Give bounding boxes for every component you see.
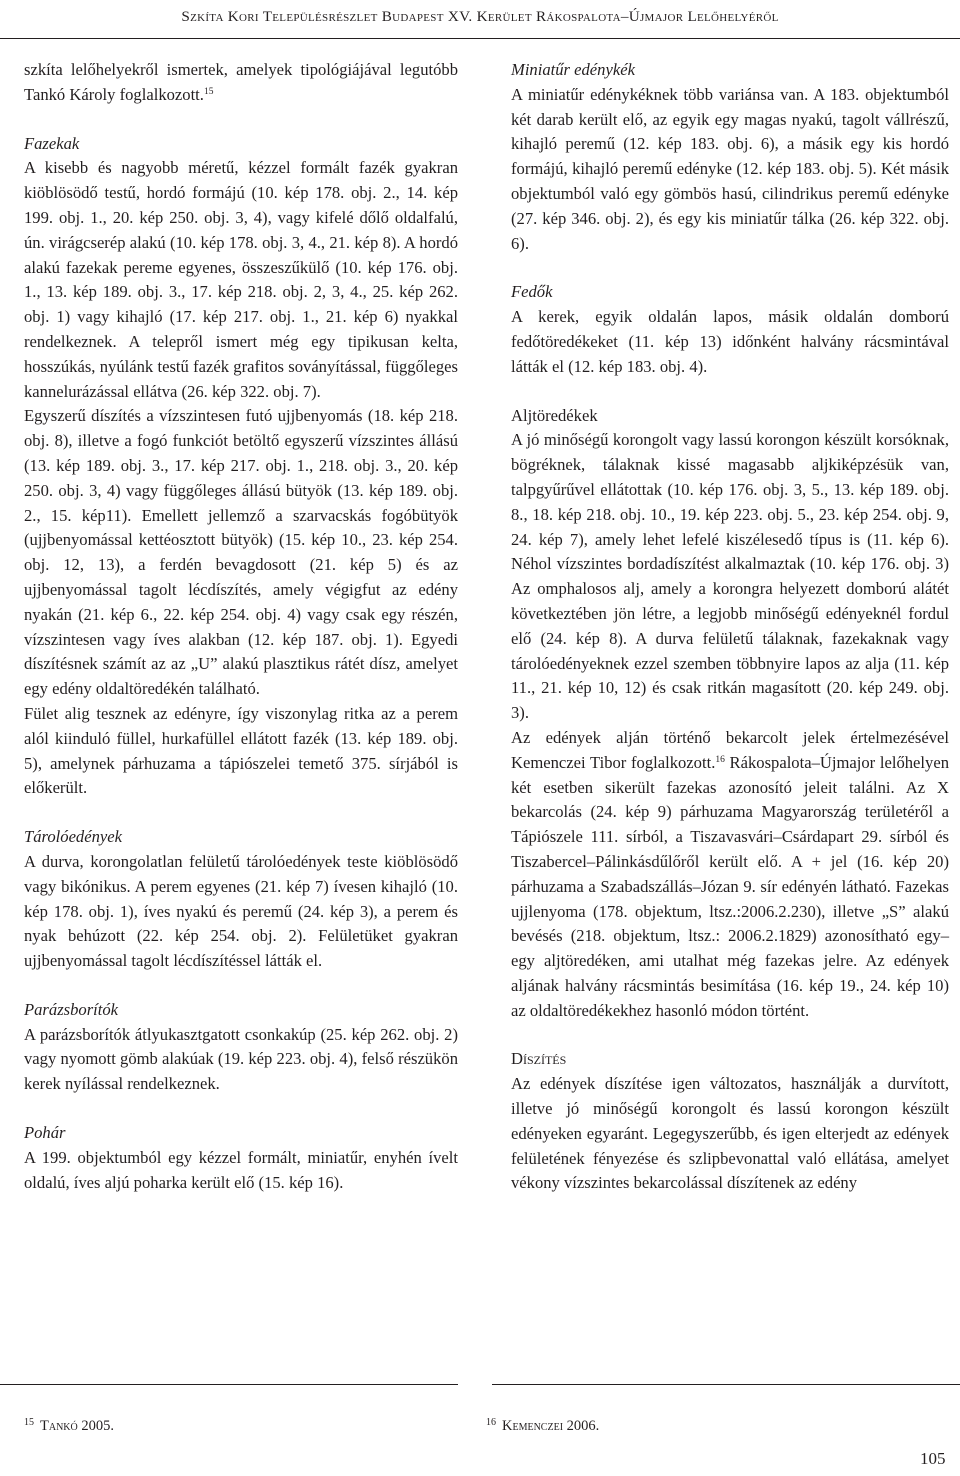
footnote-text: Kemenczei 2006. (502, 1418, 600, 1434)
paragraph-fedok: A kerek, egyik oldalán lapos, másik oldalán domború fedőtöredékeket (11. kép 13) időnként halvány rácsmintával látták el (12. kép 183. obj. 4). (511, 307, 949, 376)
intro-text: szkíta lelőhelyekről ismertek, amelyek tipológiájával legutóbb Tankó Károly foglalkozott. (24, 60, 458, 104)
paragraph-bekarcolt (511, 726, 949, 1024)
paragraph-parazsboritok: A parázsborítók átlyukasztgatott csonkakúp (25. kép 262. obj. 2) vagy nyomott gömb alakúak (19. kép 223. obj. 4), felső részükön kerek nyílással rendelkeznek. (24, 1024, 458, 1094)
footnote-text: Tankó 2005. (40, 1418, 114, 1434)
subheading-aljtoredekek: Aljtöredékek (511, 405, 598, 425)
subheading-parazsboritok: Parázsborítók (24, 999, 119, 1019)
page-number: 105 (920, 1449, 946, 1468)
paragraph-diszites: Az edények díszítése igen változatos, használják a durvított, illetve jó minőségű korongolt és lassú korongon készült edényeken egyaránt. Legegyszerűbb, és igen elterjedt az edények felületének fényezése és szlipbevonattal való ellátása, amelyet vékony vízszintes bekarcolással díszítenek az edény (511, 1074, 949, 1193)
footnote-rule-right (492, 1384, 960, 1385)
subheading-taroloedenyek: Tárolóedények (24, 827, 122, 847)
bekarcolt-text-b: Rákospalota–Újmajor lelőhelyen két esetben sikerült fazekas azonosító jeleit találni. Az X bekarcolás (24. kép 9) párhuzama Magyarország területéről a Tápiószele 111. sírból, a Tiszavasvári–Csárdapart 29. sírból és Tiszabercel–Pálinkásdűlőről került elő. A + jel (16. kép 20) párhuzama a Szabadszállás–Józan 9. sír edényén látható. Fazekas ujjlenyoma (178. objektum, ltsz.:2006.2.230), illetve „S” alakú bevésés (218. objektum, ltsz.: 2006.2.1829) azonosítható egy–egy aljtöredéken, ami utalhat még fazekas jelre. Az edények aljának halvány rácsmintás besimítása (16. kép 19., 24. kép 10) az oldaltöredékekhez hasonló módon történt. (511, 752, 949, 1020)
paragraph-fazekak-1: A kisebb és nagyobb méretű, kézzel formált fazék gyakran kiöblösödő testű, hordó formájú (10. kép 178. obj. 2., 14. kép 199. obj. 1., 20. kép 250. obj. 3, 4), vagy kifelé dőlő oldalfalú, ún. virágcserép alakú (10. kép 178. obj. 3, 4., 21. kép 8). A hordó alakú fazekak pereme egyenes, összeszűkülő (10. kép 176. obj. 1., 13. kép 189. obj. 3., 17. kép 218. obj. 2, 3, 4., 25. kép 262. obj. 1) vagy kihajló (17. kép 217. obj. 1., 21. kép 6) nyakkal rendelkeznek. A telepről ismert még egy tipikusan kelta, hosszúkás, nyúlánk testű fazék grafitos soványítással, függőleges kannelurázással ellátva (26. kép 322. obj. 7). (24, 158, 458, 401)
footnote-15 (24, 1417, 114, 1435)
paragraph-fazekak-2: Egyszerű díszítés a vízszintesen futó ujjbenyomás (18. kép 218. obj. 8), illetve a fogó funkciót betöltő egyszerű vízszintes állású (13. kép 189. obj. 3., 17. kép 217. obj. 1., 218. obj. 3., 20. kép 250. obj. 3, 4) vagy függőleges állású bütyök (13. kép 189. obj. 2., 15. kép11). Emellett jellemző a szarvacskás fogóbütyök (ujjbenyomással kettéosztott bütyök) (15. kép 10., 23. kép 254. obj. 12, 13), a ferdén bevagdosott (21. kép 5) és az ujjbenyomással tagolt lécdíszítés, amely végigfut az edény nyakán (21. kép 6., 22. kép 254. obj. 4) vagy csak egy részén, vízszintesen vagy íves alakban (12. kép 187. obj. 1). Egyedi díszítésnek számít az az „U” alakú plasztikus rátét dísz, amelyet egy edény oldaltöredékén található. (24, 406, 458, 699)
right-column (511, 58, 949, 1196)
subheading-fazekak: Fazekak (24, 133, 80, 153)
subheading-diszites: Díszítés (511, 1049, 567, 1069)
footnote-ref-15[interactable]: 15 (203, 86, 214, 97)
subheading-fedok: Fedők (511, 282, 553, 302)
running-title: Szkíta Kori Településrészlet Budapest XV. Kerület Rákospalota–Újmajor Lelőhelyéről (181, 8, 779, 25)
paragraph-taroloedenyek: A durva, korongolatlan felületű tárolóedények teste kiöblösödő vagy bikónikus. A perem egyenes (21. kép 7) ívesen kihajló (10. kép 178. obj. 1), íves nyakú és peremű (24. kép 3), a perem és nyak behúzott (22. kép 254. obj. 2). Felületüket gyakran ujjbenyomással tagolt lécdíszítéssel látták el. (24, 851, 458, 971)
subheading-miniatur: Miniatűr edénykék (511, 60, 635, 79)
paragraph-intro (24, 58, 458, 108)
paragraph-miniatur: A miniatűr edénykéknek több variánsa van. A 183. objektumból két darab került elő, az egyik egy magas nyakú, tagolt vállrészű, kihajló peremű (12. kép 183. obj. 6), a másik egy kis hordó formájú, kihajló peremű edényke (12. kép 183. obj. 5). Két másik objektumból való egy gömbös hasú, cilindrikus peremű edényke (27. kép 346. obj. 2), és egy kis miniatűr tálka (26. kép 322. obj. 6). (511, 84, 949, 253)
header-rule (0, 38, 960, 39)
left-column (24, 58, 458, 1195)
paragraph-aljtoredekek: A jó minőségű korongolt vagy lassú korongon készült korsóknak, bögréknek, tálaknak kissé magasabb aljkiképzésük van, talpgyűrűvel ellátottak (10. kép 176. obj. 3, 5., 13. kép 189. obj. 8., 18. kép 218. obj. 10., 19. kép 223. obj. 5., 23. kép 254. obj. 9, 24. kép 7), amely lehet lefelé kiszélesedő típus is (11. kép 6). Néhol vízszintes bordadíszítést alkalmaztak (10. kép 176. obj. 3) Az omphalosos alj, amely a korongra helyezett domború alátét következtében jön létre, a legjobb minőségű edényeknél fordul elő (24. kép 8). A durva felületű tálaknak, fazekaknak vagy tárolóedényeknek ezzel szemben többnyire lapos az alja (11. kép 11., 21. kép 10, 12) és csak ritkán magasított (20. kép 249. obj. 3). (511, 430, 949, 723)
paragraph-pohar: A 199. objektumból egy kézzel formált, miniatűr, enyhén ívelt oldalú, íves aljú poharka került elő (15. kép 16). (24, 1147, 458, 1192)
paragraph-fazekak-3: Fület alig tesznek az edényre, így viszonylag ritka az a perem alól kiinduló füllel, hurkafüllel ellátott fazék (13. kép 189. obj. 5), amelynek párhuzama a tápiószelei temető 375. sírjából is előkerült. (24, 703, 458, 798)
footnote-16 (486, 1417, 599, 1435)
bekarcolt-text-a: Az edények alján történő bekarcolt jelek értelmezésével Kemenczei Tibor foglalkozott. (511, 727, 949, 772)
footnote-number: 15 (24, 1417, 34, 1428)
footnote-rule-left (0, 1384, 458, 1385)
footnote-number: 16 (486, 1417, 496, 1428)
subheading-pohar: Pohár (24, 1123, 66, 1143)
footnote-ref-16[interactable]: 16 (715, 754, 725, 765)
